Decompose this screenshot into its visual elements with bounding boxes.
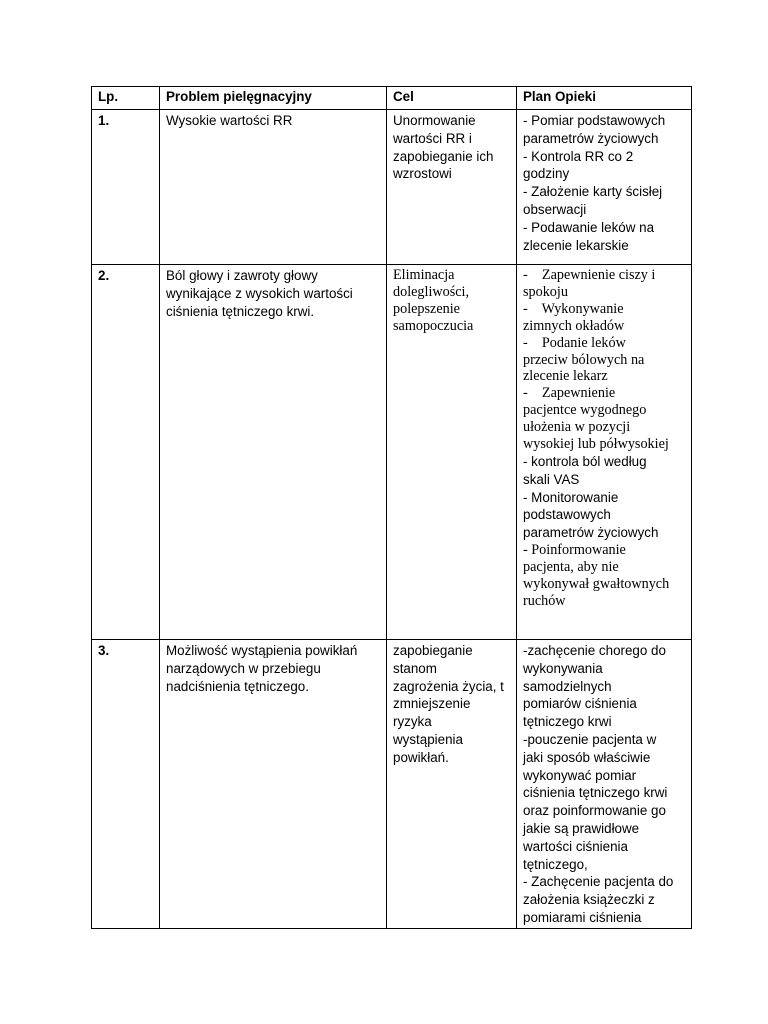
plan-line: - Zapewnienie [523, 385, 616, 402]
plan-line: ruchów [523, 592, 566, 609]
goal-line: wartości RR i [393, 130, 472, 146]
plan-line: godziny [523, 166, 570, 182]
plan-line: wykonywać pomiar [523, 767, 637, 783]
problem-line: Ból głowy i zawroty głowy [166, 268, 318, 283]
goal-line: wystąpienia [393, 731, 463, 747]
goal-line: Eliminacja [393, 267, 455, 283]
plan-line: - Monitorowanie [523, 489, 619, 505]
plan-line: - Pomiar podstawowych [523, 113, 666, 128]
goal-line: powikłań. [393, 749, 449, 765]
header-plan: Plan Opieki [517, 87, 692, 110]
plan-line: zlecenie lekarskie [523, 237, 629, 253]
plan-line: parametrów życiowych [523, 525, 659, 541]
row-number: 2. [92, 265, 160, 640]
plan-line: pomiarów ciśnienia [523, 696, 637, 712]
row-number: 1. [92, 110, 160, 265]
goal-line: dolegliwości, [393, 283, 470, 300]
plan-line: pacjentce wygodnego [523, 402, 647, 419]
goal-line: stanom [393, 660, 437, 676]
table-header-row [92, 87, 692, 110]
problem-cell [160, 640, 387, 929]
plan-line: pacjenta, aby nie [523, 558, 619, 575]
goal-line: zmniejszenie [393, 696, 471, 712]
plan-line: - Założenie karty ścisłej [523, 184, 663, 200]
plan-line: - Podanie leków [523, 334, 626, 351]
plan-line: tętniczego krwi [523, 714, 612, 730]
plan-line: - kontrola ból według [523, 453, 647, 469]
plan-cell [517, 265, 692, 640]
goal-line: polepszenie [393, 300, 460, 317]
plan-cell [517, 110, 692, 265]
plan-line: - Podawanie leków na [523, 219, 655, 235]
nursing-care-plan-table [91, 86, 692, 929]
problem-line: Możliwość wystąpienia powikłań [166, 643, 358, 658]
plan-line: - Poinformowanie [523, 541, 626, 558]
plan-line: samodzielnych [523, 678, 612, 694]
plan-line: - Zapewnienie ciszy i [523, 267, 656, 283]
plan-line: wykonywał gwałtownych [523, 575, 670, 592]
goal-line: zapobieganie [393, 643, 473, 658]
goal-line: zapobieganie ich [393, 148, 494, 164]
goal-line: Unormowanie [393, 113, 476, 128]
plan-cell [517, 640, 692, 929]
plan-line: - Zachęcenie pacjenta do [523, 874, 674, 890]
plan-line: skali VAS [523, 471, 580, 487]
plan-line: założenia książeczki z [523, 892, 655, 908]
problem-cell [160, 265, 387, 640]
plan-line: parametrów życiowych [523, 130, 659, 146]
row-number: 3. [92, 640, 160, 929]
plan-line: - Kontrola RR co 2 [523, 148, 634, 164]
plan-line: wartości ciśnienia [523, 838, 628, 854]
problem-cell: Wysokie wartości RR [160, 110, 387, 265]
problem-line: wynikające z wysokich wartości [166, 285, 353, 301]
problem-line: ciśnienia tętniczego krwi. [166, 303, 315, 319]
goal-cell [387, 110, 517, 265]
plan-line: podstawowych [523, 507, 611, 523]
plan-line: jakie są prawidłowe [523, 820, 640, 836]
plan-line: jaki sposób właściwie [523, 749, 651, 765]
plan-line: pomiarami ciśnienia [523, 909, 642, 925]
goal-line: zagrożenia życia, t [393, 678, 504, 694]
plan-line: przeciw bólowych na [523, 351, 645, 368]
plan-line: wysokiej lub półwysokiej [523, 436, 669, 453]
plan-line: ciśnienia tętniczego krwi [523, 785, 668, 801]
plan-line: zimnych okładów [523, 317, 625, 334]
table-row [92, 265, 692, 640]
goal-cell [387, 640, 517, 929]
header-cel: Cel [387, 87, 517, 110]
plan-line: oraz poinformowanie go [523, 803, 666, 819]
table-row [92, 110, 692, 265]
goal-line: samopoczucia [393, 317, 474, 334]
problem-line: nadciśnienia tętniczego. [166, 678, 309, 694]
plan-line: ułożenia w pozycji [523, 419, 631, 436]
plan-line: obserwacji [523, 201, 587, 217]
plan-line: zlecenie lekarz [523, 368, 608, 385]
plan-line: -pouczenie pacjenta w [523, 731, 657, 747]
plan-line: -zachęcenie chorego do [523, 643, 666, 658]
header-lp: Lp. [92, 87, 160, 110]
goal-cell [387, 265, 517, 640]
problem-line: narządowych w przebiegu [166, 660, 321, 676]
plan-line: wykonywania [523, 660, 603, 676]
goal-line: ryzyka [393, 714, 432, 730]
header-problem: Problem pielęgnacyjny [160, 87, 387, 110]
plan-line: - Wykonywanie [523, 300, 624, 317]
plan-line: tętniczego, [523, 856, 588, 872]
goal-line: wzrostowi [393, 166, 452, 182]
plan-line: spokoju [523, 283, 568, 300]
table-row [92, 640, 692, 929]
